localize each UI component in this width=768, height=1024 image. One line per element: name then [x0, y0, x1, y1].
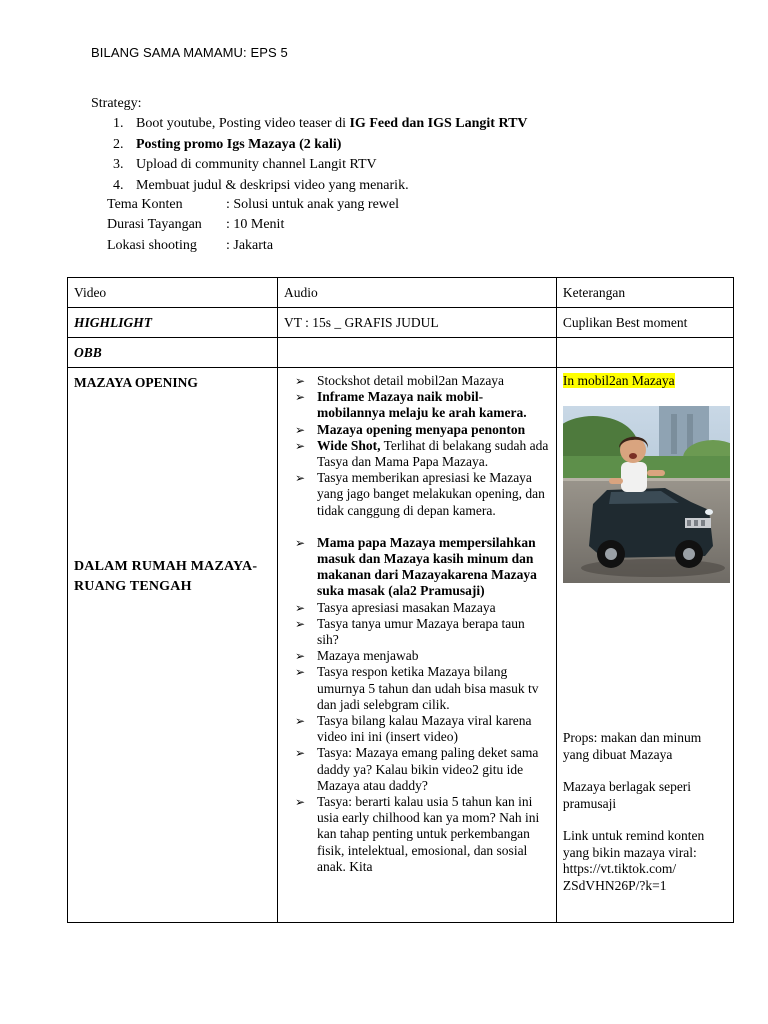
item-bold-text: Posting promo Igs Mazaya (2 kali): [136, 136, 342, 152]
list-item: [294, 437, 550, 470]
mazaya-car-photo: [563, 406, 730, 583]
arrow-bullet-icon: ➢: [294, 746, 306, 761]
arrow-bullet-icon: ➢: [294, 600, 306, 615]
meta-key: Lokasi shooting: [107, 237, 197, 253]
arrow-bullet-icon: ➢: [294, 714, 306, 729]
table-row-highlight: [68, 308, 734, 338]
item-number: 1.: [113, 116, 124, 131]
strategy-item: [91, 176, 691, 197]
note-tiktok-link: Link untuk remind konten yang bikin mazaya viral: https://vt.tiktok.com/ ZSdVHN26P/?k=1: [562, 828, 705, 893]
scene-heading-opening: MAZAYA OPENING: [74, 375, 198, 390]
item-text: Tasya apresiasi masakan Mazaya: [316, 599, 496, 615]
item-text: Terlihat di belakang sudah ada Tasya dan Mama Papa Mazaya.: [316, 437, 549, 470]
table-row-main: [68, 368, 734, 923]
arrow-bullet-icon: ➢: [294, 665, 306, 680]
cell-keterangan-notes: [556, 368, 733, 923]
list-item: [294, 389, 550, 421]
scene-heading-ruang-tengah: DALAM RUMAH MAZAYA-RUANG TENGAH: [74, 559, 258, 594]
item-text: Tasya: Mazaya emang paling deket sama daddy ya? Kalau bikin video2 gitu ide Mazaya atau daddy?: [316, 745, 539, 793]
item-bold-text: Inframe Mazaya naik mobil-mobilannya melaju ke arah kamera.: [316, 389, 527, 421]
arrow-bullet-icon: ➢: [294, 535, 306, 550]
item-number: 4.: [113, 177, 124, 193]
header-keterangan: Keterangan: [556, 278, 733, 308]
list-item: [294, 648, 550, 664]
notes-block: [563, 730, 723, 910]
document-title: BILANG SAMA MAMAMU: EPS 5: [91, 45, 288, 60]
item-number: 2.: [113, 136, 124, 152]
item-text: Tasya tanya umur Mazaya berapa taun sih?: [316, 615, 525, 648]
meta-key: Tema Konten: [107, 197, 183, 212]
item-bold-text: Mama papa Mazaya mempersilahkan masuk dan Mazaya kasih minum dan makanan dari Mazayakarena Mazaya suka masak (ala2 Pramusaji): [316, 534, 537, 599]
meta-value: : Jakarta: [226, 237, 274, 253]
item-bold-text: Mazaya opening menyapa penonton: [316, 421, 526, 437]
list-item: [294, 421, 550, 438]
list-item: [294, 470, 550, 519]
bullet-list-ruang-tengah: [284, 535, 550, 875]
arrow-bullet-icon: ➢: [294, 422, 306, 437]
strategy-item: [91, 114, 691, 135]
cell-video: OBB: [68, 338, 278, 368]
cell-audio: [277, 338, 556, 368]
item-text: Membuat judul & deskripsi video yang menarik.: [136, 177, 409, 193]
item-text: Tasya: berarti kalau usia 5 tahun kan ini usia early chilhood kan ya mom? Nah ini kan tahap penting untuk perkembangan fisik, intelektual, emosional, dan sosial anak. Kita: [316, 794, 540, 874]
cell-video: HIGHLIGHT: [68, 308, 278, 338]
list-item: [294, 745, 550, 794]
cell-keterangan: Cuplikan Best moment: [556, 308, 733, 338]
arrow-bullet-icon: ➢: [294, 390, 306, 405]
table-header-row: [68, 278, 734, 308]
item-text: Tasya memberikan apresiasi ke Mazaya yang jago banget melakukan opening, dan tidak canggung di depan kamera.: [316, 470, 545, 518]
arrow-bullet-icon: ➢: [294, 471, 306, 486]
strategy-item: [91, 155, 691, 176]
list-item: [294, 534, 550, 600]
cell-audio: VT : 15s _ GRAFIS JUDUL: [277, 308, 556, 338]
cell-audio-script: [277, 368, 556, 923]
strategy-section: [91, 94, 691, 196]
meta-row-lokasi: [107, 236, 399, 256]
strategy-label: Strategy:: [91, 96, 142, 111]
item-text: Mazaya menjawab: [316, 648, 419, 664]
list-item: [294, 615, 550, 648]
strategy-list: [91, 114, 691, 196]
script-table: [67, 277, 734, 923]
bullet-list-opening: [284, 373, 550, 519]
list-item: [294, 713, 550, 745]
arrow-bullet-icon: ➢: [294, 795, 306, 810]
meta-row-durasi: [107, 215, 399, 235]
arrow-bullet-icon: ➢: [294, 438, 306, 453]
meta-value: : 10 Menit: [226, 217, 285, 233]
list-item: [294, 373, 550, 389]
meta-value: : Solusi untuk anak yang rewel: [226, 197, 400, 212]
header-video: Video: [68, 278, 278, 308]
arrow-bullet-icon: ➢: [294, 374, 306, 388]
list-item: [294, 599, 550, 616]
strategy-item: [91, 135, 691, 156]
meta-key: Durasi Tayangan: [107, 217, 202, 233]
item-text: Stockshot detail mobil2an Mazaya: [316, 373, 505, 388]
note-pramusaji: Mazaya berlagak seperi pramusaji: [562, 779, 692, 811]
list-item: [294, 794, 550, 875]
item-text: Tasya bilang kalau Mazaya viral karena video ini ini (insert video): [316, 713, 532, 745]
arrow-bullet-icon: ➢: [294, 616, 306, 631]
item-number: 3.: [113, 157, 124, 172]
arrow-bullet-icon: ➢: [294, 649, 306, 664]
note-props: Props: makan dan minum yang dibuat Mazaya: [562, 730, 702, 762]
meta-row-tema: [107, 195, 399, 215]
item-bold-text: IG Feed dan IGS Langit RTV: [349, 116, 528, 131]
cell-video-scenes: [68, 368, 278, 923]
highlighted-note: In mobil2an Mazaya: [562, 373, 675, 388]
item-text: Tasya respon ketika Mazaya bilang umurnya 5 tahun dan udah bisa masuk tv dan jadi selebgram cilik.: [316, 664, 539, 712]
item-bold-text: Wide Shot,: [316, 437, 381, 453]
list-item: [294, 664, 550, 713]
spacer: [284, 519, 550, 535]
table-row-obb: [68, 338, 734, 368]
cell-keterangan: [556, 338, 733, 368]
toy-car-image-icon: [563, 406, 730, 583]
item-text: Upload di community channel Langit RTV: [136, 157, 377, 172]
meta-info: [107, 195, 399, 256]
header-audio: Audio: [277, 278, 556, 308]
item-text: Boot youtube, Posting video teaser di: [136, 116, 350, 131]
